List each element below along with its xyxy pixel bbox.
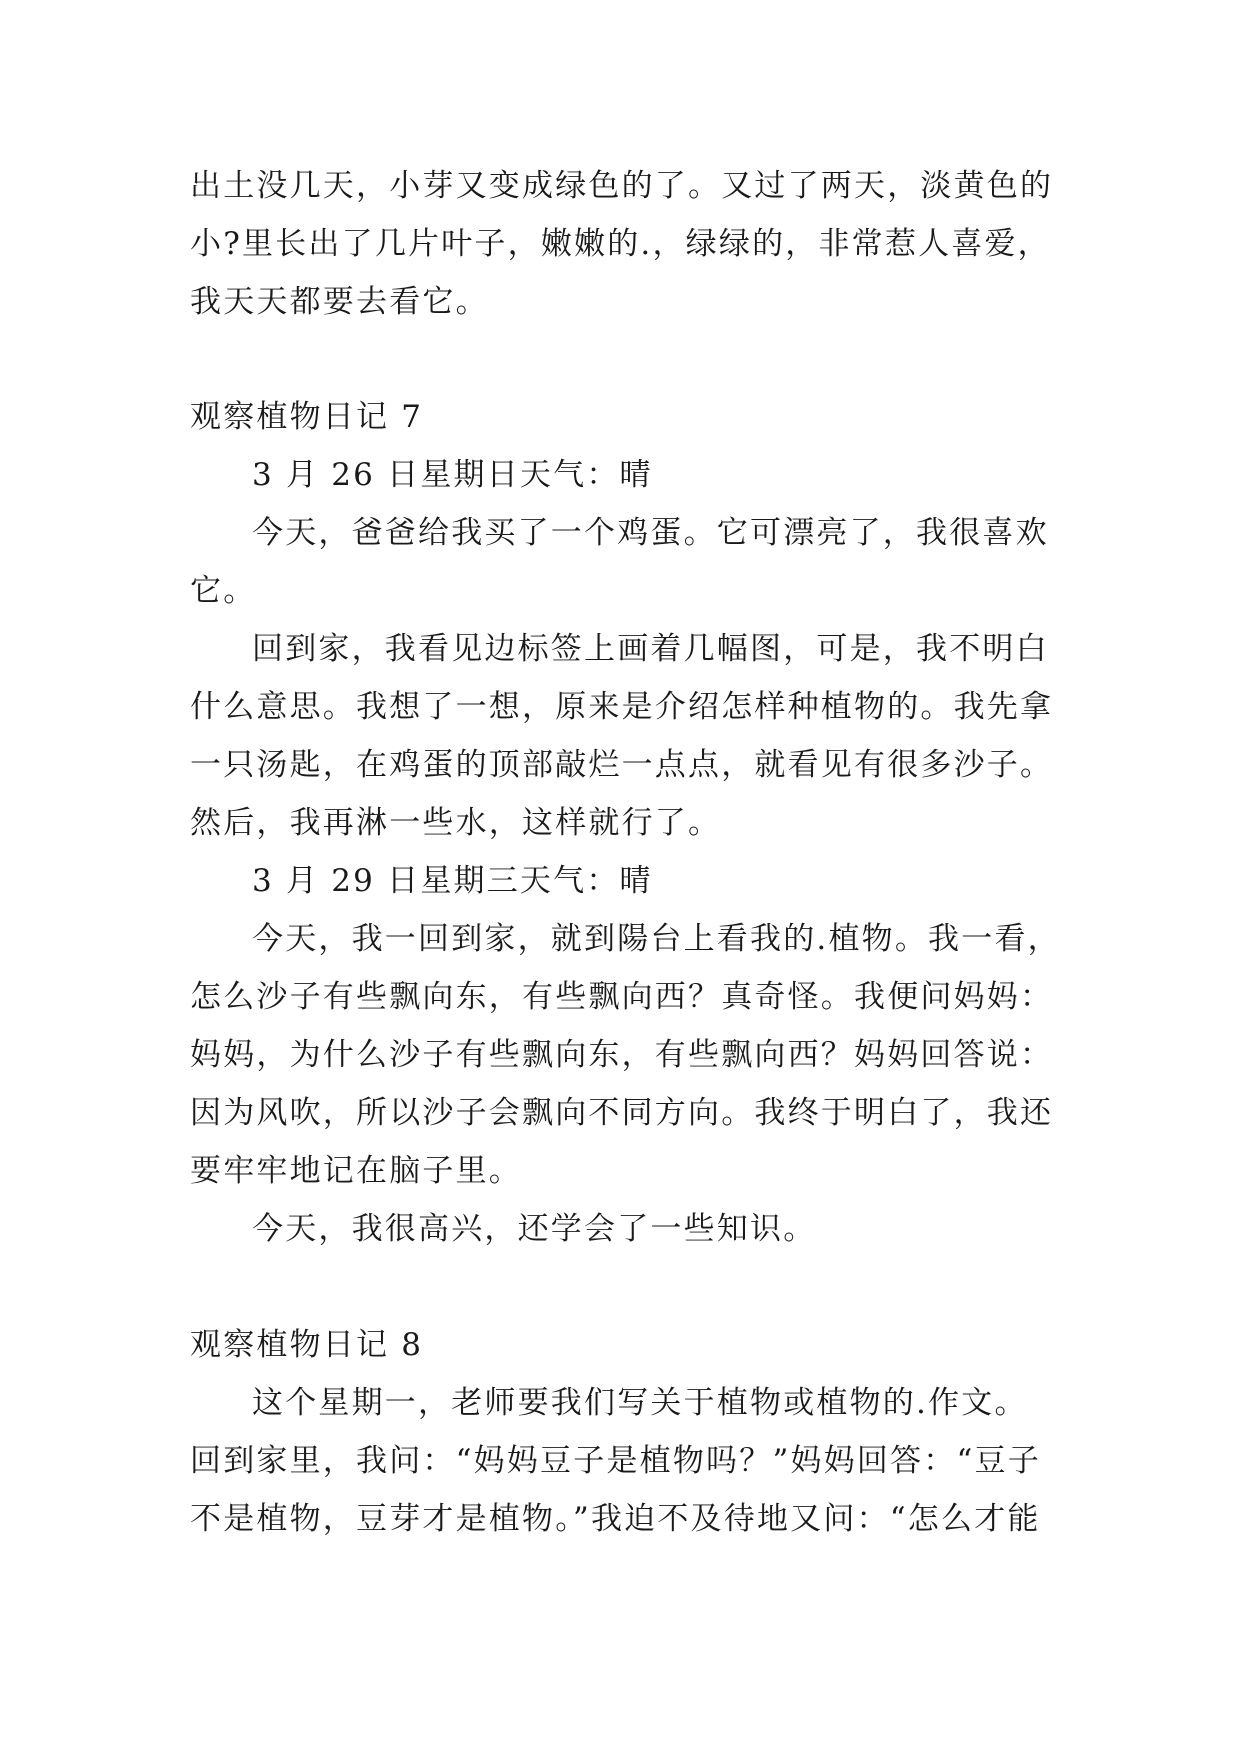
date-weather-line: 3 月 29 日星期三天气：晴 (252, 863, 653, 899)
paragraph-line: 因为风吹，所以沙子会飘向不同方向。我终于明白了，我还 (190, 1095, 1054, 1131)
paragraph-line: 回到家里，我问：“妈妈豆子是植物吗？”妈妈回答：“豆子 (190, 1443, 1041, 1479)
paragraph-line: 今天，我很高兴，还学会了一些知识。 (252, 1211, 817, 1247)
section-heading: 观察植物日记 8 (190, 1327, 424, 1363)
paragraph-line: 出土没几天，小芽又变成绿色的了。又过了两天，淡黄色的 (190, 168, 1054, 204)
paragraph-line: 它。 (190, 573, 257, 609)
paragraph-line: 我天天都要去看它。 (190, 284, 489, 320)
paragraph-line: 什么意思。我想了一想，原来是介绍怎样种植物的。我先拿 (190, 689, 1054, 725)
date-weather-line: 3 月 26 日星期日天气：晴 (252, 457, 653, 493)
paragraph-line: 要牢牢地记在脑子里。 (190, 1153, 522, 1189)
paragraph-line: 今天，我一回到家，就到陽台上看我的.植物。我一看， (252, 921, 1061, 957)
paragraph-line: 一只汤匙，在鸡蛋的顶部敲烂一点点，就看见有很多沙子。 (190, 747, 1054, 783)
paragraph-line: 不是植物，豆芽才是植物。”我迫不及待地又问：“怎么才能 (190, 1501, 1041, 1537)
paragraph-line: 小?里长出了几片叶子，嫩嫩的.，绿绿的，非常惹人喜爱， (190, 226, 1051, 262)
paragraph-line: 这个星期一，老师要我们写关于植物或植物的.作文。 (252, 1385, 1028, 1421)
paragraph-line: 怎么沙子有些飘向东，有些飘向西？真奇怪。我便问妈妈： (190, 979, 1054, 1015)
paragraph-line: 然后，我再淋一些水，这样就行了。 (190, 805, 722, 841)
paragraph-line: 妈妈，为什么沙子有些飘向东，有些飘向西？妈妈回答说： (190, 1037, 1054, 1073)
paragraph-line: 回到家，我看见边标签上画着几幅图，可是，我不明白 (252, 631, 1049, 667)
paragraph-line: 今天，爸爸给我买了一个鸡蛋。它可漂亮了，我很喜欢 (252, 515, 1049, 551)
section-heading: 观察植物日记 7 (190, 399, 424, 435)
